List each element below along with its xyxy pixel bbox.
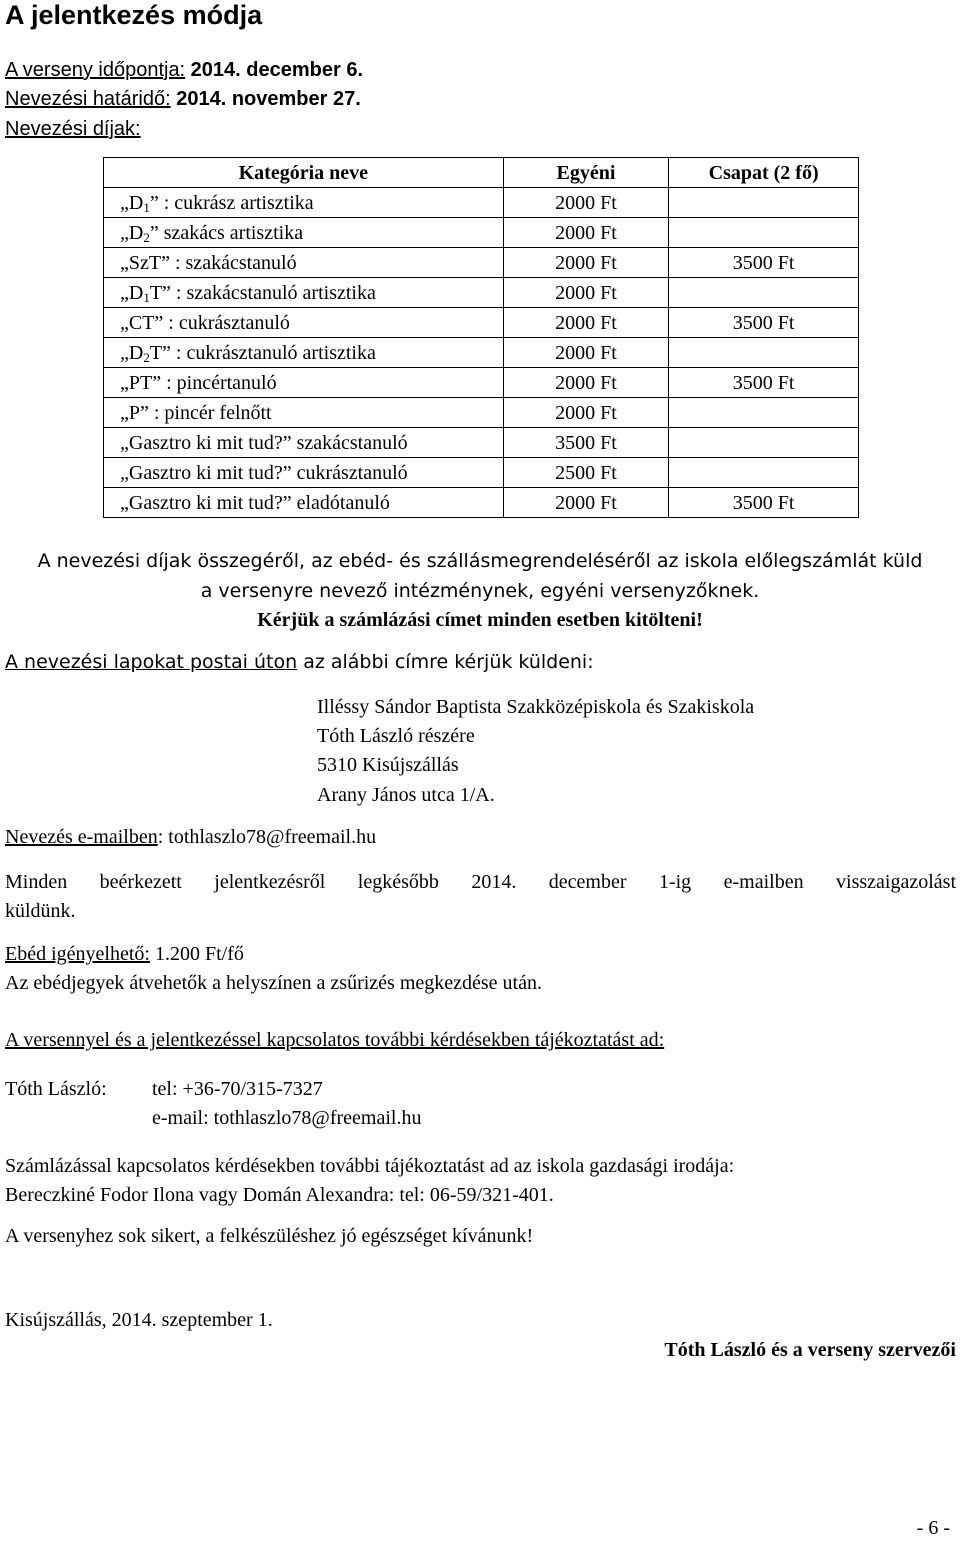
category-sub: 2	[143, 349, 150, 365]
team-fee-cell	[669, 398, 859, 428]
individual-fee-cell: 2000 Ft	[503, 398, 669, 428]
fees-label: Nevezési díjak:	[5, 118, 141, 140]
email-label: Nevezés e-mailben	[5, 826, 158, 848]
table-row	[104, 278, 859, 308]
header-team: Csapat (2 fő)	[669, 158, 859, 188]
lunch-label: Ebéd igényelhető:	[5, 943, 150, 965]
billing-line-2: Bereczkiné Fodor Ilona vagy Domán Alexandra: tel: 06-59/321-401.	[5, 1184, 554, 1206]
category-pre: „D	[120, 341, 144, 364]
wish-text: A versenyhez sok sikert, a felkészüléshez jó egészséget kívánunk!	[5, 1225, 534, 1247]
individual-fee-cell: 2000 Ft	[503, 488, 669, 518]
email-value: : tothlaszlo78@freemail.hu	[157, 826, 377, 848]
category-cell	[104, 188, 504, 218]
contact-phone: tel: +36-70/315-7327	[152, 1078, 323, 1100]
individual-fee-cell: 2000 Ft	[503, 338, 669, 368]
table-row	[104, 218, 859, 248]
confirmation-line-1: Minden beérkezett jelentkezésről legkésőbb 2014. december 1-ig e-mailben visszaigazolást	[5, 871, 956, 893]
signature: Tóth László és a verseny szervezői	[664, 1339, 956, 1361]
competition-date-value: 2014. december 6.	[185, 59, 364, 81]
category-sub: 1	[143, 199, 150, 215]
category-pre: „CT” : cukrásztanuló	[120, 311, 290, 334]
table-row	[104, 368, 859, 398]
category-cell	[104, 368, 504, 398]
category-pre: „D	[120, 221, 144, 244]
table-row	[104, 488, 859, 518]
team-fee-cell: 3500 Ft	[669, 368, 859, 398]
category-cell	[104, 488, 504, 518]
header-category: Kategória neve	[104, 158, 504, 188]
billing-line-1: Számlázással kapcsolatos kérdésekben további tájékoztatást ad az iskola gazdasági irodája:	[5, 1155, 735, 1177]
category-cell	[104, 458, 504, 488]
header-individual: Egyéni	[503, 158, 669, 188]
table-row	[104, 398, 859, 428]
team-fee-cell	[669, 218, 859, 248]
invoice-line-1: A nevezési díjak összegéről, az ebéd- és szállásmegrendeléséről az iskola előlegszámlát küld	[37, 550, 923, 572]
table-row	[104, 188, 859, 218]
individual-fee-cell: 2000 Ft	[503, 188, 669, 218]
individual-fee-cell: 2000 Ft	[503, 278, 669, 308]
deadline-value: 2014. november 27.	[170, 88, 361, 110]
table-row	[104, 458, 859, 488]
postal-label-rest: az alábbi címre kérjük küldeni:	[297, 651, 594, 673]
category-cell	[104, 218, 504, 248]
category-post: ” szakács artisztika	[149, 221, 304, 244]
team-fee-cell	[669, 338, 859, 368]
team-fee-cell: 3500 Ft	[669, 248, 859, 278]
lunch-value: 1.200 Ft/fő	[149, 943, 244, 965]
page-title: A jelentkezés módja	[5, 0, 263, 30]
competition-date	[5, 60, 363, 80]
category-pre: „P” : pincér felnőtt	[120, 401, 272, 424]
category-sub: 2	[143, 229, 150, 245]
address-line-2: Tóth László részére	[317, 725, 475, 747]
category-cell	[104, 248, 504, 278]
team-fee-cell	[669, 458, 859, 488]
deadline-label: Nevezési határidő:	[5, 88, 171, 110]
category-post: T” : cukrásztanuló artisztika	[149, 341, 376, 364]
category-cell	[104, 308, 504, 338]
address-line-1: Illéssy Sándor Baptista Szakközépiskola és Szakiskola	[317, 696, 755, 718]
table-row	[104, 428, 859, 458]
lunch-price	[5, 944, 244, 964]
individual-fee-cell: 2000 Ft	[503, 308, 669, 338]
address-line-3: 5310 Kisújszállás	[317, 754, 459, 776]
lunch-note: Az ebédjegyek átvehetők a helyszínen a zsűrizés megkezdése után.	[5, 972, 542, 994]
address-line-4: Arany János utca 1/A.	[317, 784, 495, 806]
category-pre: „Gasztro ki mit tud?” szakácstanuló	[120, 431, 408, 454]
invoice-notice: Kérjük a számlázási címet minden esetben kitölteni!	[257, 609, 703, 631]
category-post: T” : szakácstanuló artisztika	[149, 281, 376, 304]
category-pre: „D	[120, 281, 144, 304]
fees-table	[103, 157, 859, 518]
table-row	[104, 248, 859, 278]
team-fee-cell: 3500 Ft	[669, 488, 859, 518]
category-sub: 1	[143, 289, 150, 305]
individual-fee-cell: 2500 Ft	[503, 458, 669, 488]
team-fee-cell: 3500 Ft	[669, 308, 859, 338]
info-heading: A versennyel és a jelentkezéssel kapcsolatos további kérdésekben tájékoztatást ad:	[5, 1029, 665, 1051]
team-fee-cell	[669, 428, 859, 458]
table-row	[104, 308, 859, 338]
individual-fee-cell: 3500 Ft	[503, 428, 669, 458]
category-pre: „D	[120, 191, 144, 214]
team-fee-cell	[669, 278, 859, 308]
individual-fee-cell: 2000 Ft	[503, 218, 669, 248]
table-header-row	[104, 158, 859, 188]
category-cell	[104, 278, 504, 308]
team-fee-cell	[669, 188, 859, 218]
category-pre: „SzT” : szakácstanuló	[120, 251, 297, 274]
confirmation-line-2: küldünk.	[5, 900, 76, 922]
contact-email: e-mail: tothlaszlo78@freemail.hu	[152, 1107, 422, 1129]
individual-fee-cell: 2000 Ft	[503, 248, 669, 278]
competition-date-label: A verseny időpontja:	[5, 59, 186, 81]
deadline	[5, 89, 361, 109]
category-post: ” : cukrász artisztika	[149, 191, 314, 214]
place-date: Kisújszállás, 2014. szeptember 1.	[5, 1309, 273, 1331]
category-pre: „Gasztro ki mit tud?” cukrásztanuló	[120, 461, 408, 484]
category-cell	[104, 398, 504, 428]
category-cell	[104, 428, 504, 458]
page-number: - 6 -	[916, 1517, 950, 1539]
table-row	[104, 338, 859, 368]
category-pre: „PT” : pincértanuló	[120, 371, 277, 394]
email-entry	[5, 827, 376, 847]
invoice-line-2: a versenyre nevező intézménynek, egyéni versenyzőknek.	[200, 580, 760, 602]
postal-label-underlined: A nevezési lapokat postai úton	[5, 651, 298, 673]
postal-instruction	[5, 653, 594, 672]
contact-name: Tóth László:	[5, 1078, 107, 1100]
category-cell	[104, 338, 504, 368]
category-pre: „Gasztro ki mit tud?” eladótanuló	[120, 491, 390, 514]
individual-fee-cell: 2000 Ft	[503, 368, 669, 398]
